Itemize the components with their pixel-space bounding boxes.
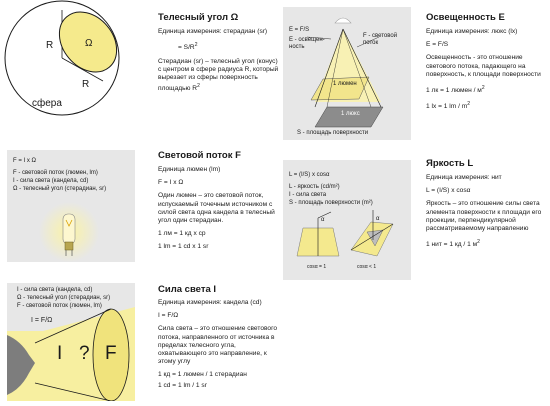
cone-fig-l1: I - сила света (кандела, cd) [17, 287, 93, 293]
illum-fig-formula: E = F/S [289, 27, 310, 33]
bulb-fig-l2: I - сила света (кандела, cd) [13, 178, 89, 184]
illuminance-eq1-exp: 2 [481, 85, 485, 92]
lum-fig-cos1: cosα = 1 [307, 264, 327, 270]
sphere-diagram [0, 0, 140, 128]
lum-fig-alpha2: α [376, 216, 380, 222]
illuminance-eq2: 1 lx = 1 lm / m [426, 103, 468, 111]
flux-eq1: 1 лм = 1 кд х ср [158, 230, 206, 238]
flux-title: Световой поток F [158, 150, 241, 161]
illum-fig-e-label: E - освещен- ность [289, 37, 325, 50]
illuminance-unit: Единица измерения: люкс (lx) [426, 28, 518, 35]
flux-unit: Единица люмен (lm) [158, 166, 221, 173]
solid-angle-desc-exp: 2 [197, 83, 200, 90]
bulb-fig-l3: Ω - телесный угол (стерадиан, sr) [13, 186, 107, 192]
intensity-title: Сила света I [158, 284, 217, 295]
sphere-drawing [0, 0, 140, 128]
radius-label-top: R [46, 40, 54, 51]
flux-section [158, 150, 280, 252]
bulb-drawing [7, 150, 135, 262]
bulb-fig-formula: F = I x Ω [13, 158, 36, 164]
lum-fig-l1: L - яркость (cd/m²) [289, 184, 340, 190]
radius-label-bottom: R [82, 79, 90, 90]
illum-fig-f-label: F - световой поток [363, 33, 398, 46]
illuminance-eq1: 1 лк = 1 люмен / м [426, 87, 482, 95]
intensity-unit: Единица измерения: кандела (cd) [158, 299, 262, 306]
bulb-fig-l1: F - световой поток (люмен, lm) [13, 170, 98, 176]
illuminance-figure [283, 7, 411, 140]
cone-fig-big-f: F [105, 343, 117, 364]
solid-angle-formula-exp: 2 [194, 42, 198, 49]
lum-fig-formula: L = (I/S) x cosα [289, 172, 330, 178]
intensity-eq1: 1 кд = 1 люмен / 1 стерадиан [158, 371, 247, 379]
lum-fig-cos2: cosα < 1 [357, 264, 377, 270]
illum-fig-lumen: 1 люмен [333, 81, 357, 87]
illum-fig-s-label: S - площадь поверхности [297, 130, 369, 136]
luminance-figure [283, 160, 411, 280]
omega-label: Ω [85, 38, 93, 49]
flux-formula: F = I x Ω [158, 179, 184, 187]
solid-angle-title: Телесный угол Ω [158, 12, 239, 23]
bulb-figure [7, 150, 135, 262]
luminance-title: Яркость L [426, 158, 474, 169]
solid-angle-section [158, 12, 280, 99]
cone-figure [7, 283, 135, 401]
cone-fig-big-i: I [57, 343, 63, 364]
illuminance-desc: Освещенность - это отношение светового потока, падающего на поверхность, к площади поверхности [426, 54, 541, 78]
intensity-eq2: 1 cd = 1 lm / 1 sr [158, 381, 207, 389]
illum-fig-lux: 1 люкс [341, 111, 360, 117]
cone-fig-l3: F - световой поток (люмен, lm) [17, 303, 102, 309]
cone-fig-formula: I = F/Ω [31, 317, 53, 324]
luminance-unit: Единица измерения: нит [426, 174, 502, 181]
cone-fig-big-q: ? [79, 343, 90, 364]
lum-fig-l3: S - площадь поверхности (m²) [289, 200, 373, 206]
bulb-base [65, 242, 73, 250]
luminance-section [426, 158, 546, 250]
flux-eq2: 1 lm = 1 cd x 1 sr [158, 243, 209, 251]
illuminance-section [426, 12, 546, 112]
intensity-section [158, 284, 280, 390]
illuminance-title: Освещенность E [426, 12, 505, 23]
intensity-desc: Сила света – это отношение светового потока, направленного от источника в пределах телесного угла, охватывающего это направление, к этому углу [158, 325, 278, 366]
solid-angle-desc: Стерадиан (sr) – телесный угол (конус) с центром в сфере радиуса R, который вырезает из сферы поверхность площадью R [158, 57, 279, 93]
flux-desc: Один люмен – это световой поток, испускаемый точечным источником с силой света одна кандела в телесный угол один стерадиан. [158, 192, 275, 225]
luminance-eq1: 1 нит = 1 кд / 1 м [426, 241, 478, 249]
lum-fig-l2: I - сила света [289, 192, 327, 198]
luminance-eq1-exp: 2 [477, 239, 480, 246]
bulb-glass [63, 214, 75, 244]
luminance-formula: L = (I/S) x cosα [426, 187, 471, 195]
intensity-formula: I = F/Ω [158, 312, 179, 320]
lum-fig-alpha1: α [321, 217, 325, 223]
luminance-desc: Яркость – это отношение силы света элемента поверхности к площади его проекции, перпендикулярной рассматриваемому направлению [426, 200, 542, 233]
lamp-shade [335, 18, 351, 23]
cone-fig-l2: Ω - телесный угол (стерадиан, sr) [17, 295, 111, 301]
sphere-label: сфера [32, 98, 62, 109]
illuminance-eq2-exp: 2 [467, 101, 471, 108]
illuminance-formula: E = F/S [426, 41, 449, 49]
solid-angle-unit: Единица измерения: стерадиан (sr) [158, 28, 268, 35]
solid-angle-formula: = S/R [178, 44, 195, 52]
